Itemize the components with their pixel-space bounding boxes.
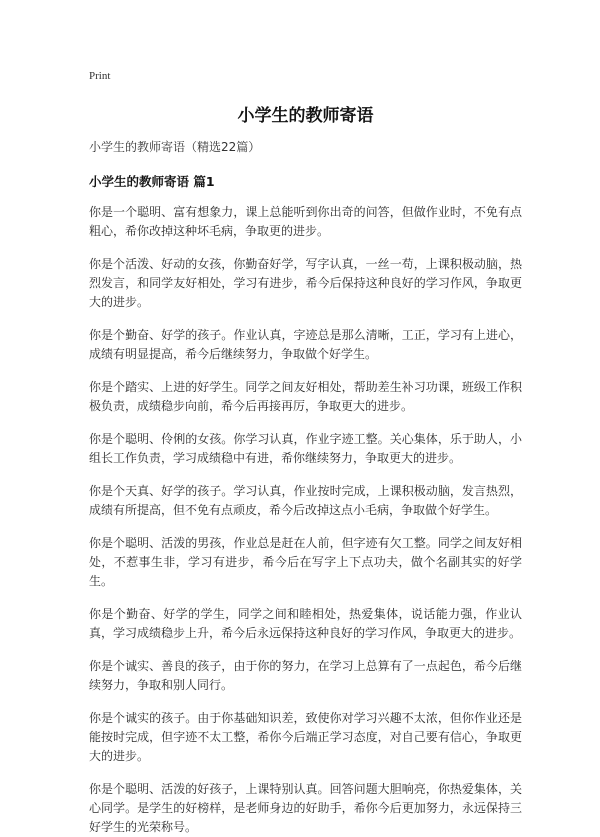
- paragraph: 你是个聪明、伶俐的女孩。你学习认真，作业字迹工整。关心集体，乐于助人，小组长工作负责，学习成绩稳中有进，希你继续努力，争取更大的进步。: [89, 432, 522, 465]
- paragraph: 你是个聪明、活泼的男孩，作业总是赶在人前，但字迹有欠工整。同学之间友好相处，不惹事生非，学习有进步，希今后在写字上下点功夫，做个名副其实的好学生。: [89, 536, 522, 588]
- paragraph: 你是个诚实、善良的孩子，由于你的努力，在学习上总算有了一点起色，希今后继续努力，争取和别人同行。: [89, 659, 522, 692]
- paragraph: 你是一个聪明、富有想象力，课上总能听到你出奇的问答，但做作业时，不免有点粗心，希你改掉这种坏毛病，争取更的进步。: [89, 205, 522, 238]
- paragraph: 你是个诚实的孩子。由于你基础知识差，致使你对学习兴趣不太浓，但你作业还是能按时完成，但字迹不太工整，希你今后端正学习态度，对自己要有信心，争取更大的进步。: [89, 711, 522, 763]
- section-body: [89, 203, 522, 837]
- paragraph: 你是个踏实、上进的好学生。同学之间友好相处，帮助差生补习功课，班级工作积极负责，成绩稳步向前，希今后再接再厉，争取更大的进步。: [89, 380, 522, 413]
- paragraph: 你是个活泼、好动的女孩，你勤奋好学，写字认真，一丝一苟，上课积极动脑，热烈发言，和同学友好相处，学习有进步，希今后保持这种良好的学习作风，争取更大的进步。: [89, 257, 522, 309]
- print-label: Print: [89, 70, 111, 82]
- paragraph: 你是个天真、好学的孩子。学习认真，作业按时完成，上课积极动脑，发言热烈，成绩有所提高，但不免有点顽皮，希今后改掉这点小毛病，争取做个好学生。: [89, 484, 522, 517]
- paragraph: 你是个勤奋、好学的学生，同学之间和睦相处，热爱集体，说话能力强，作业认真，学习成绩稳步上升，希今后永远保持这种良好的学习作风，争取更大的进步。: [89, 607, 522, 640]
- document-subtitle: 小学生的教师寄语（精选22篇）: [89, 140, 261, 154]
- section-heading: 小学生的教师寄语 篇1: [89, 174, 215, 189]
- document-title: 小学生的教师寄语: [237, 106, 374, 126]
- paragraph: 你是个聪明、活泼的好孩子，上课特别认真。回答问题大胆响亮，你热爱集体，关心同学。是学生的好榜样，是老师身边的好助手，希你今后更加努力，永远保持三好学生的光荣称号。: [89, 782, 522, 834]
- paragraph: 你是个勤奋、好学的孩子。作业认真，字迹总是那么清晰，工正，学习有上进心，成绩有明显提高，希今后继续努力，争取做个好学生。: [89, 328, 522, 361]
